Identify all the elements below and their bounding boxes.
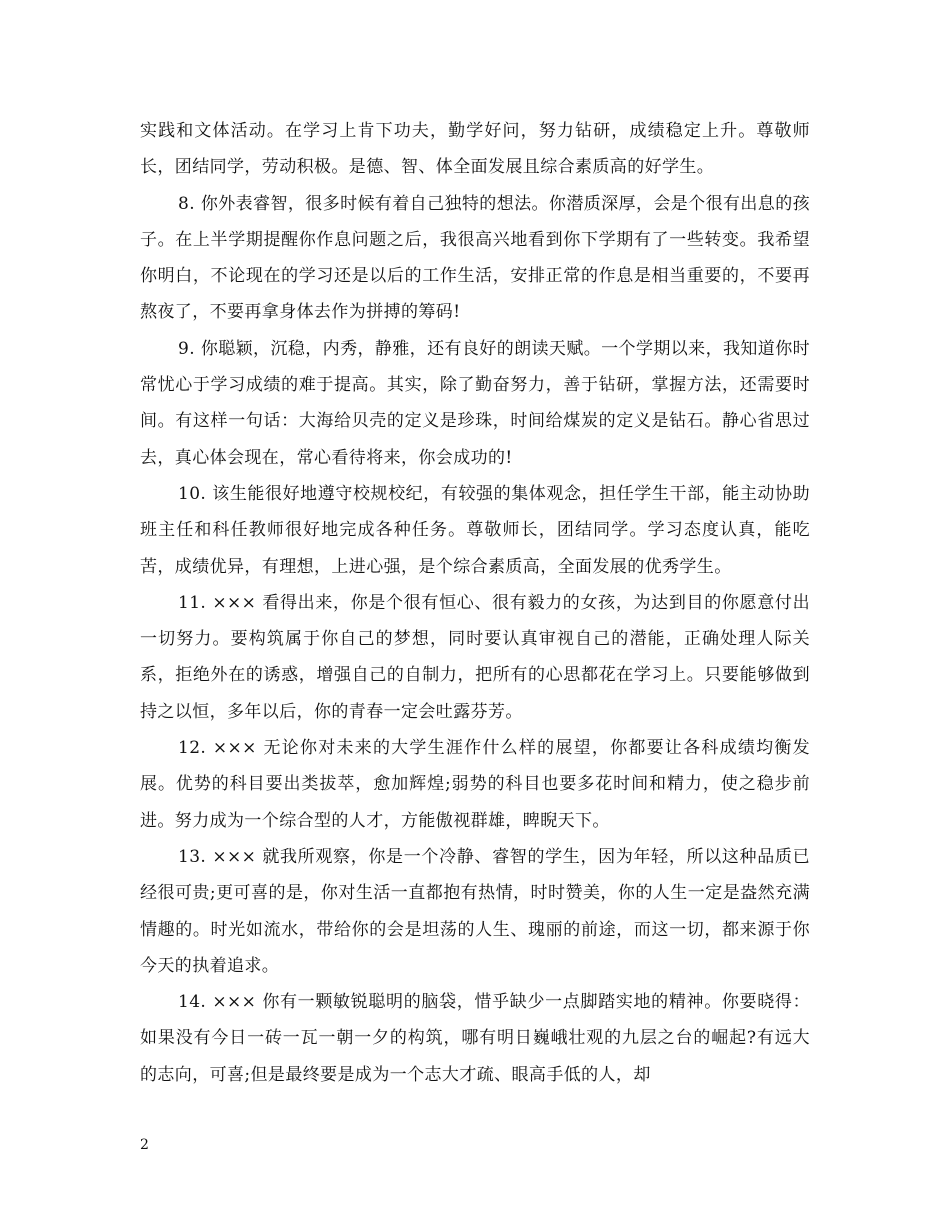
paragraph-item-12: 12. ××× 无论你对未来的大学生涯作什么样的展望，你都要让各科成绩均衡发展。优势的科目要出类拔萃，愈加辉煌;弱势的科目也要多花时间和精力，使之稳步前进。努力成为一个综合型的人才，方能傲视群雄，睥睨天下。 — [140, 738, 810, 831]
paragraph-item-11: 11. ××× 看得出来，你是个很有恒心、很有毅力的女孩，为达到目的你愿意付出一切努力。要构筑属于你自己的梦想，同时要认真审视自己的潜能，正确处理人际关系，拒绝外在的诱惑，增强自己的自制力，把所有的心思都花在学习上。只要能够做到持之以恒，多年以后，你的青春一定会吐露芬芳。 — [140, 592, 810, 722]
paragraph-continuation: 实践和文体活动。在学习上肯下功夫，勤学好问，努力钻研，成绩稳定上升。尊敬师长，团结同学，劳动积极。是德、智、体全面发展且综合素质高的好学生。 — [140, 121, 810, 178]
paragraph-item-14: 14. ××× 你有一颗敏锐聪明的脑袋，惜乎缺少一点脚踏实地的精神。你要晓得：如果没有今日一砖一瓦一朝一夕的构筑，哪有明日巍峨壮观的九层之台的崛起?有远大的志向，可喜;但是最终要是成为一个志大才疏、眼高手低的人，却 — [140, 992, 810, 1085]
paragraph-item-9: 9. 你聪颖，沉稳，内秀，静雅，还有良好的朗读天赋。一个学期以来，我知道你时常忧心于学习成绩的难于提高。其实，除了勤奋努力，善于钻研，掌握方法，还需要时间。有这样一句话：大海给贝壳的定义是珍珠，时间给煤炭的定义是钻石。静心省思过去，真心体会现在，常心看待将来，你会成功的! — [140, 338, 810, 468]
body-text — [140, 113, 810, 1093]
paragraph-item-13: 13. ××× 就我所观察，你是一个冷静、睿智的学生，因为年轻，所以这种品质已经很可贵;更可喜的是，你对生活一直都抱有热情，时时赞美，你的人生一定是盎然充满情趣的。时光如流水，带给你的会是坦荡的人生、瑰丽的前途，而这一切，都来源于你今天的执着追求。 — [140, 846, 810, 976]
page-number: 2 — [140, 1137, 149, 1153]
paragraph-item-10: 10. 该生能很好地遵守校规校纪，有较强的集体观念，担任学生干部，能主动协助班主任和科任教师很好地完成各种任务。尊敬师长，团结同学。学习态度认真，能吃苦，成绩优异，有理想，上进心强，是个综合素质高，全面发展的优秀学生。 — [140, 483, 810, 577]
paragraph-item-8: 8. 你外表睿智，很多时候有着自己独特的想法。你潜质深厚，会是个很有出息的孩子。在上半学期提醒你作息问题之后，我很高兴地看到你下学期有了一些转变。我希望你明白，不论现在的学习还是以后的工作生活，安排正常的作息是相当重要的，不要再熬夜了，不要再拿身体去作为拼搏的筹码! — [140, 193, 810, 323]
